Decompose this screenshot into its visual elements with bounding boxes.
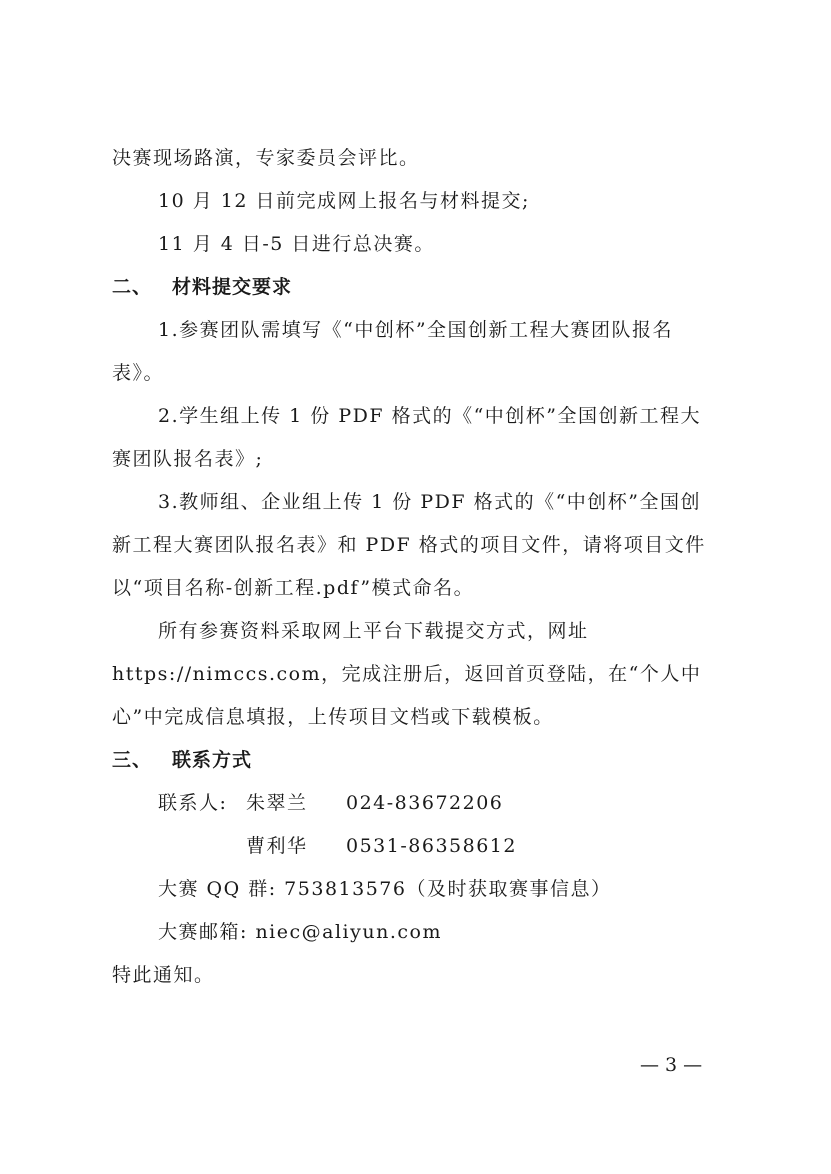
item-2-line-2: 赛团队报名表》; (112, 448, 264, 470)
item-3-line-2: 新工程大赛团队报名表》和 PDF 格式的项目文件，请将项目文件 (112, 534, 706, 556)
email-line: 大赛邮箱: niec@aliyun.com (158, 921, 442, 943)
section-heading-materials (112, 274, 292, 300)
contact-phone: 024-83672206 (346, 792, 504, 814)
section-title: 材料提交要求 (172, 276, 293, 298)
item-1-line-2: 表》。 (112, 362, 165, 384)
section-title: 联系方式 (172, 749, 253, 771)
section-heading-contact (112, 747, 252, 773)
note-line-2-website: https://nimccs.com，完成注册后，返回首页登陆，在“个人中 (112, 663, 702, 685)
contact-phone: 0531-86358612 (346, 835, 517, 857)
paragraph-final-date: 11 月 4 日-5 日进行总决赛。 (158, 233, 435, 255)
contact-name: 曹利华 (246, 835, 308, 857)
page-number: — 3 — (640, 1054, 703, 1076)
contact-name: 朱翠兰 (246, 792, 308, 814)
section-number: 三、 (112, 749, 153, 771)
item-3-line-1: 3.教师组、企业组上传 1 份 PDF 格式的《“中创杯”全国创 (158, 491, 702, 513)
note-line-1: 所有参赛资料采取网上平台下载提交方式，网址 (158, 620, 589, 642)
contact-row-2 (246, 833, 517, 859)
item-3-line-3: 以“项目名称-创新工程.pdf”模式命名。 (112, 577, 475, 599)
item-2-line-1: 2.学生组上传 1 份 PDF 格式的《“中创杯”全国创新工程大 (158, 405, 702, 427)
paragraph-registration-deadline: 10 月 12 日前完成网上报名与材料提交; (158, 190, 530, 212)
closing-line: 特此通知。 (112, 964, 215, 986)
contact-label: 联系人: (158, 792, 228, 814)
section-number: 二、 (112, 276, 153, 298)
paragraph-final-roadshow: 决赛现场路演，专家委员会评比。 (112, 147, 420, 169)
qq-group-line: 大赛 QQ 群: 753813576（及时获取赛事信息） (158, 878, 612, 900)
item-1-line-1: 1.参赛团队需填写《“中创杯”全国创新工程大赛团队报名 (158, 319, 674, 341)
contact-row-1 (158, 790, 503, 816)
note-line-3: 心”中完成信息填报，上传项目文档或下载模板。 (112, 706, 554, 728)
